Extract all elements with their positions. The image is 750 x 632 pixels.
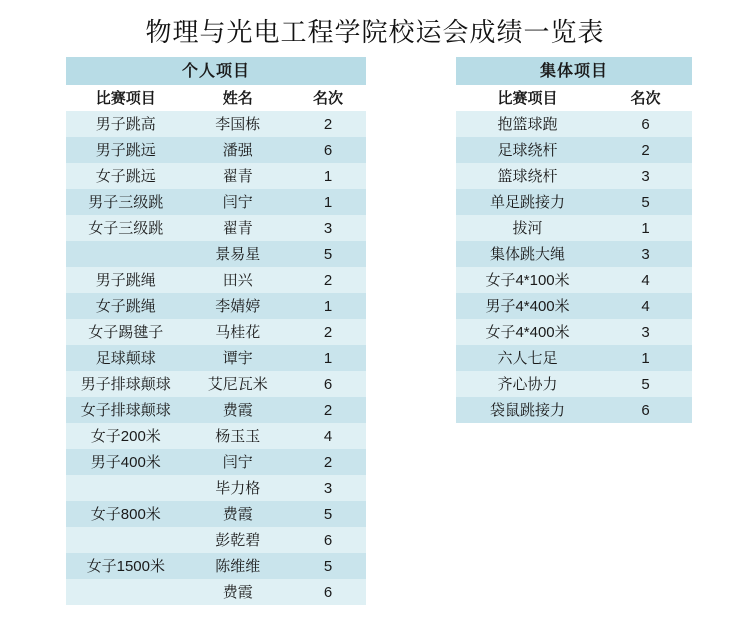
- individual-cell: 6: [290, 371, 366, 397]
- individual-events-table: [66, 57, 366, 605]
- individual-col-name: 姓名: [186, 85, 290, 111]
- individual-cell: 1: [290, 345, 366, 371]
- individual-cell: [66, 241, 186, 267]
- individual-cell: 彭乾碧: [186, 527, 290, 553]
- team-section-header-row: [456, 57, 692, 85]
- table-row: [66, 215, 366, 241]
- team-col-event: 比赛项目: [456, 85, 599, 111]
- individual-col-event: 比赛项目: [66, 85, 186, 111]
- team-cell: 足球绕杆: [456, 137, 599, 163]
- table-row: [66, 501, 366, 527]
- table-row: [456, 293, 692, 319]
- individual-section-title: 个人项目: [66, 57, 366, 85]
- individual-table-body: [66, 111, 366, 605]
- table-row: [66, 267, 366, 293]
- table-row: [66, 579, 366, 605]
- individual-cell: 5: [290, 241, 366, 267]
- individual-cell: 田兴: [186, 267, 290, 293]
- table-row: [66, 449, 366, 475]
- team-cell: 单足跳接力: [456, 189, 599, 215]
- table-row: [66, 293, 366, 319]
- table-row: [66, 475, 366, 501]
- individual-cell: [66, 527, 186, 553]
- individual-cell: 足球颠球: [66, 345, 186, 371]
- individual-cell: 1: [290, 189, 366, 215]
- individual-cell: 5: [290, 553, 366, 579]
- individual-cell: 女子1500米: [66, 553, 186, 579]
- individual-cell: 杨玉玉: [186, 423, 290, 449]
- individual-cell: 女子跳远: [66, 163, 186, 189]
- individual-cell: 男子跳远: [66, 137, 186, 163]
- individual-cell: 男子跳绳: [66, 267, 186, 293]
- individual-cell: 男子三级跳: [66, 189, 186, 215]
- table-row: [456, 111, 692, 137]
- individual-cell: 女子踢毽子: [66, 319, 186, 345]
- team-cell: 女子4*100米: [456, 267, 599, 293]
- table-row: [456, 163, 692, 189]
- table-row: [66, 319, 366, 345]
- team-events-table: [456, 57, 692, 423]
- individual-cell: 李婧婷: [186, 293, 290, 319]
- team-cell: 篮球绕杆: [456, 163, 599, 189]
- table-row: [456, 397, 692, 423]
- team-cell: 2: [599, 137, 692, 163]
- individual-cell: 女子三级跳: [66, 215, 186, 241]
- individual-cell: 女子200米: [66, 423, 186, 449]
- team-cell: 齐心协力: [456, 371, 599, 397]
- table-row: [456, 267, 692, 293]
- team-cell: 六人七足: [456, 345, 599, 371]
- individual-cell: 费霞: [186, 501, 290, 527]
- individual-cell: 闫宁: [186, 449, 290, 475]
- table-row: [456, 137, 692, 163]
- individual-cell: 翟青: [186, 163, 290, 189]
- individual-cell: 1: [290, 293, 366, 319]
- individual-cell: 6: [290, 527, 366, 553]
- individual-cell: 谭宇: [186, 345, 290, 371]
- team-cell: 集体跳大绳: [456, 241, 599, 267]
- team-cell: 男子4*400米: [456, 293, 599, 319]
- team-table-body: [456, 111, 692, 423]
- individual-cell: 艾尼瓦米: [186, 371, 290, 397]
- table-row: [66, 111, 366, 137]
- individual-cell: 男子排球颠球: [66, 371, 186, 397]
- team-column-header-row: [456, 85, 692, 111]
- table-row: [66, 371, 366, 397]
- individual-cell: 2: [290, 449, 366, 475]
- individual-cell: 1: [290, 163, 366, 189]
- individual-cell: 3: [290, 215, 366, 241]
- individual-cell: 2: [290, 111, 366, 137]
- table-row: [66, 241, 366, 267]
- individual-cell: 马桂花: [186, 319, 290, 345]
- team-cell: 5: [599, 371, 692, 397]
- individual-cell: [66, 475, 186, 501]
- table-row: [66, 423, 366, 449]
- team-cell: 4: [599, 267, 692, 293]
- team-cell: 5: [599, 189, 692, 215]
- table-row: [456, 345, 692, 371]
- team-cell: 1: [599, 215, 692, 241]
- individual-cell: 女子排球颠球: [66, 397, 186, 423]
- team-cell: 女子4*400米: [456, 319, 599, 345]
- table-row: [456, 371, 692, 397]
- individual-cell: 陈维维: [186, 553, 290, 579]
- individual-cell: 翟青: [186, 215, 290, 241]
- team-cell: 6: [599, 397, 692, 423]
- individual-cell: 6: [290, 579, 366, 605]
- team-cell: 3: [599, 241, 692, 267]
- individual-cell: 景易星: [186, 241, 290, 267]
- individual-section-header-row: [66, 57, 366, 85]
- individual-cell: 闫宁: [186, 189, 290, 215]
- individual-column-header-row: [66, 85, 366, 111]
- individual-cell: 女子跳绳: [66, 293, 186, 319]
- team-cell: 4: [599, 293, 692, 319]
- individual-table-head: [66, 57, 366, 111]
- team-cell: 抱篮球跑: [456, 111, 599, 137]
- individual-cell: 2: [290, 397, 366, 423]
- table-row: [66, 137, 366, 163]
- table-row: [66, 345, 366, 371]
- individual-cell: 女子800米: [66, 501, 186, 527]
- team-section-title: 集体项目: [456, 57, 692, 85]
- tables-container: [0, 57, 750, 605]
- individual-cell: 费霞: [186, 397, 290, 423]
- team-cell: 拔河: [456, 215, 599, 241]
- page-title: 物理与光电工程学院校运会成绩一览表: [145, 18, 605, 47]
- table-row: [66, 189, 366, 215]
- individual-cell: 3: [290, 475, 366, 501]
- table-row: [66, 163, 366, 189]
- individual-cell: 毕力格: [186, 475, 290, 501]
- table-row: [66, 527, 366, 553]
- table-row: [66, 553, 366, 579]
- individual-cell: 费霞: [186, 579, 290, 605]
- table-row: [456, 241, 692, 267]
- individual-cell: 2: [290, 319, 366, 345]
- individual-cell: 男子400米: [66, 449, 186, 475]
- individual-cell: 6: [290, 137, 366, 163]
- table-row: [456, 319, 692, 345]
- table-row: [456, 215, 692, 241]
- individual-cell: 李国栋: [186, 111, 290, 137]
- team-cell: 3: [599, 163, 692, 189]
- team-col-rank: 名次: [599, 85, 692, 111]
- individual-cell: 4: [290, 423, 366, 449]
- individual-cell: [66, 579, 186, 605]
- table-row: [66, 397, 366, 423]
- team-cell: 袋鼠跳接力: [456, 397, 599, 423]
- individual-cell: 5: [290, 501, 366, 527]
- individual-col-rank: 名次: [290, 85, 366, 111]
- individual-cell: 2: [290, 267, 366, 293]
- team-cell: 1: [599, 345, 692, 371]
- team-cell: 6: [599, 111, 692, 137]
- team-cell: 3: [599, 319, 692, 345]
- table-row: [456, 189, 692, 215]
- team-table-head: [456, 57, 692, 111]
- individual-cell: 潘强: [186, 137, 290, 163]
- individual-cell: 男子跳高: [66, 111, 186, 137]
